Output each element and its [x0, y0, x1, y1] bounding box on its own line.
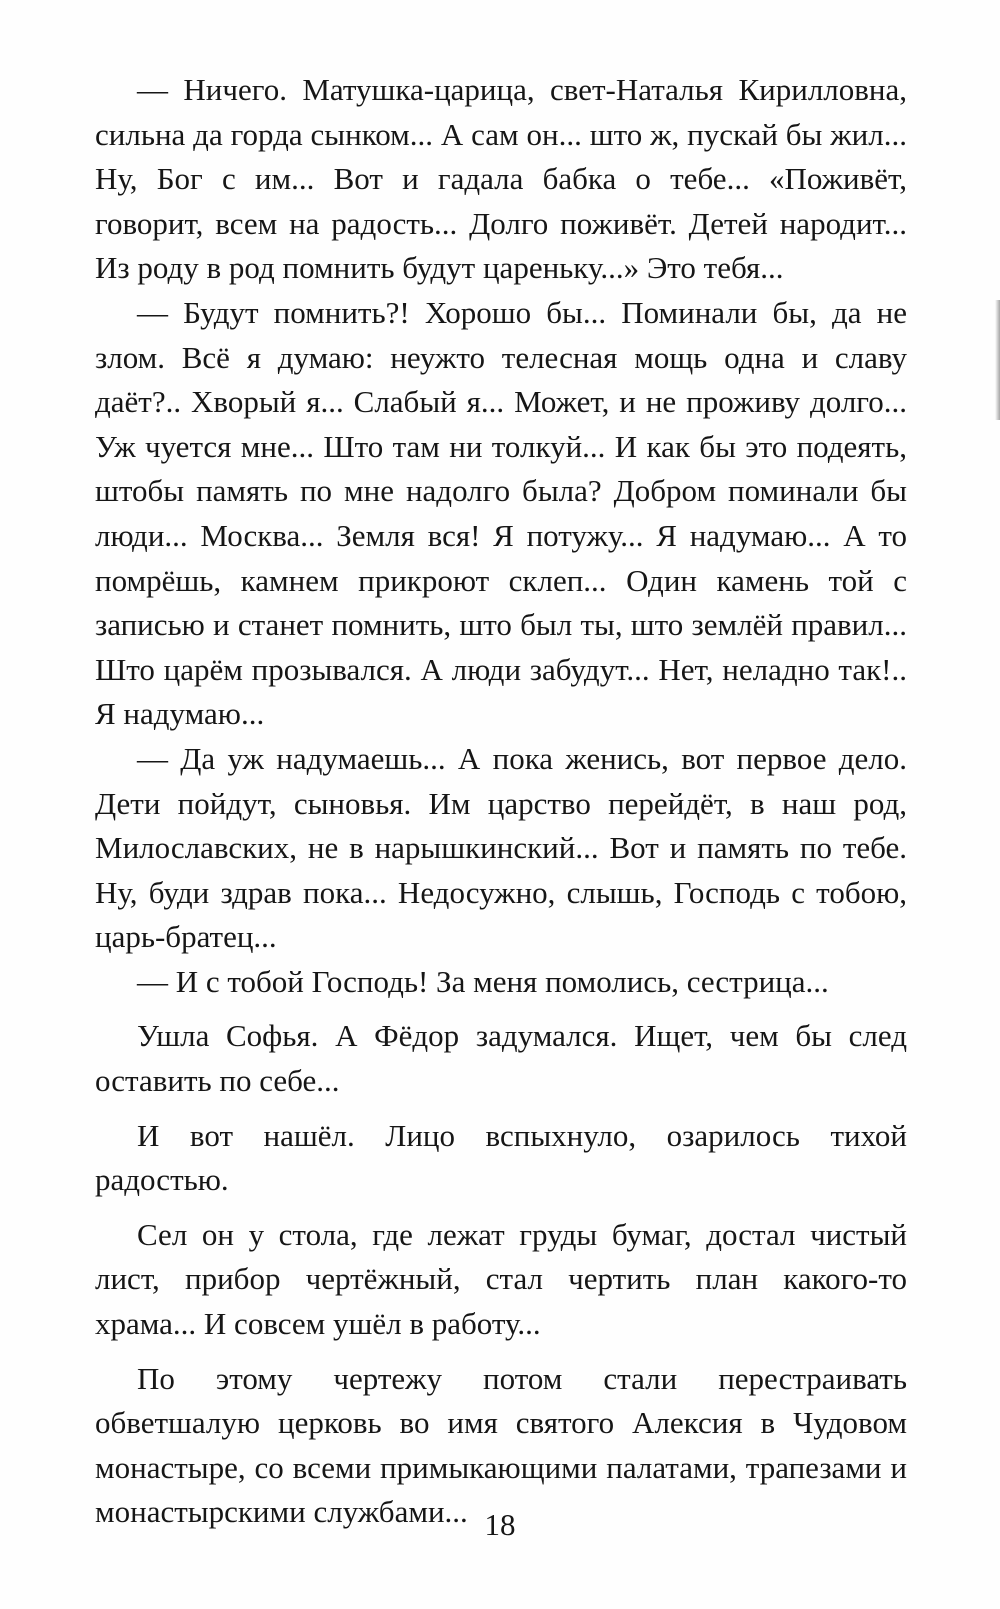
paragraph-4: — И с тобой Господь! За меня помолись, сестрица... — [137, 963, 829, 999]
paragraph-5: Ушла Софья. А Фёдор задумался. Ищет, чем бы след оставить по себе... — [95, 1018, 907, 1099]
page-edge-shadow — [995, 300, 1000, 420]
paragraph-2: — Будут помнить?! Хорошо бы... Поминали бы, да не злом. Всё я думаю: неужто телесная мощь одна и славу даёт?.. Хворый я... Слабый я... Может, и не проживу долго... Уж чуется мне... Што там ни толкуй... И как бы это подеять, штобы память по мне надолго была? Добром поминали бы люди... Москва... Земля вся! Я потужу... Я надумаю... А то помрёшь, камнем прикроют склеп... Один камень той с записью и станет помнить, што был ты, што землёй правил... Што царём прозывался. А люди забудут... Нет, неладно так!.. Я надумаю... — [95, 294, 907, 732]
paragraph-1: — Ничего. Матушка-царица, свет-Наталья Кирилловна, сильна да горда сынком... А сам он... што ж, пускай бы жил... Ну, Бог с им... Вот и гадала бабка о тебе... «Поживёт, говорит, всем на радость... Долго поживёт. Детей народит... Из роду в род помнить будут цареньку...» Это тебя... — [95, 72, 907, 286]
paragraph-3: — Да уж надумаешь... А пока женись, вот первое дело. Дети пойдут, сыновья. Им царство перейдёт, в наш род, Милославских, не в нарышкинский... Вот и память по тебе. Ну, буди здрав пока... Недосужно, слышь, Господь с тобою, царь-братец... — [95, 740, 907, 955]
paragraph-7: Сел он у стола, где лежат груды бумаг, достал чистый лист, прибор чертёжный, стал чертить план какого-то храма... И совсем ушёл в работу... — [95, 1216, 907, 1342]
paragraph-6: И вот нашёл. Лицо вспыхнуло, озарилось тихой радостью. — [95, 1117, 907, 1198]
page-number: 18 — [484, 1507, 516, 1542]
body-text — [95, 68, 907, 1535]
paragraph-8: По этому чертежу потом стали перестраивать обветшалую церковь во имя святого Алексия в Чудовом монастыре, со всеми примыкающими палатами, трапезами и монастырскими службами... — [95, 1360, 907, 1530]
